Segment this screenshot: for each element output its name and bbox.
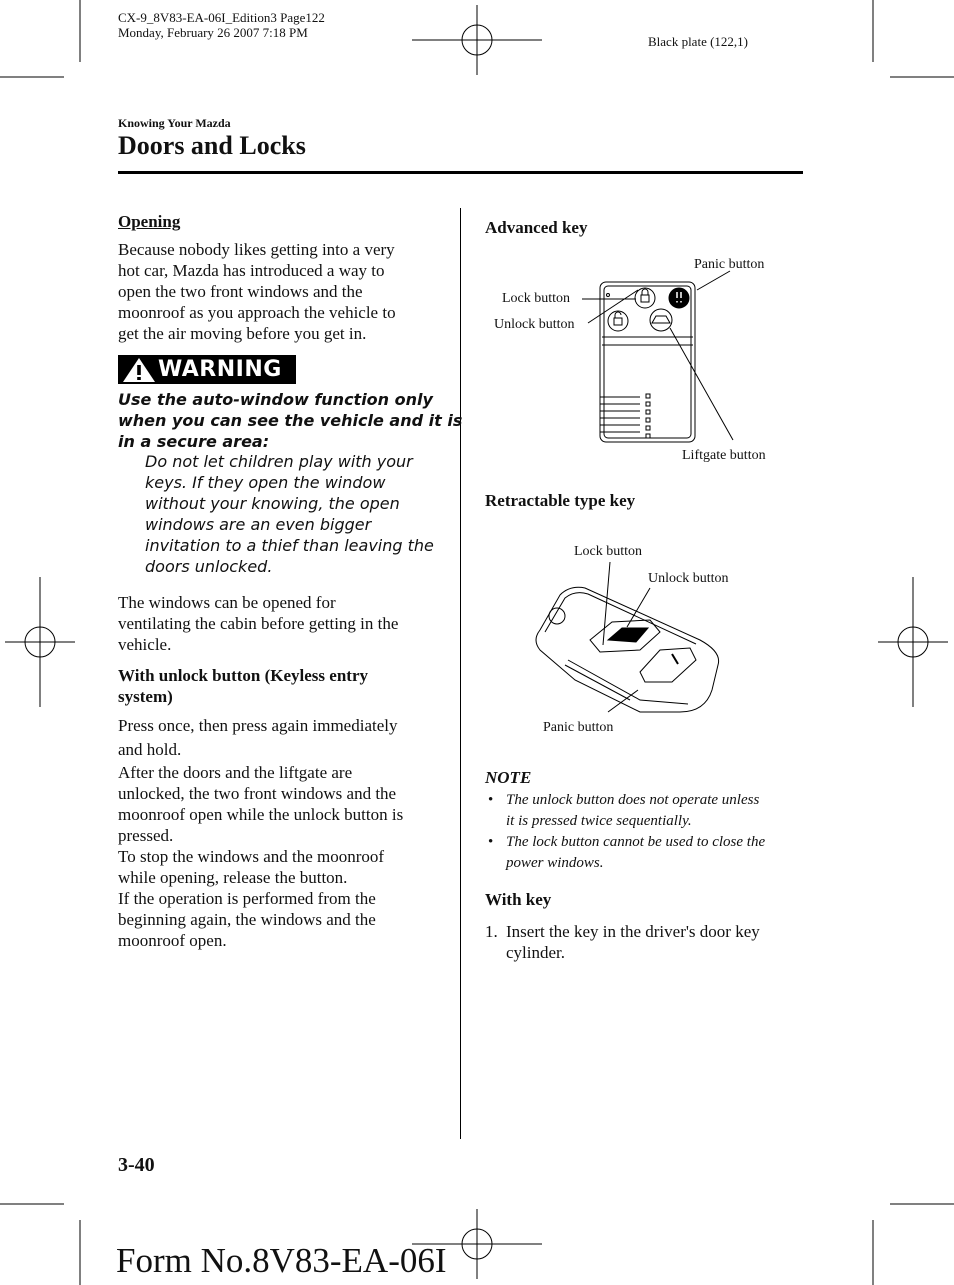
text-line: vehicle.	[118, 635, 172, 654]
text-line: The unlock button does not operate unless	[506, 792, 760, 808]
ret-panic-label: Panic button	[543, 720, 614, 735]
step-number: 1.	[485, 922, 498, 941]
list-item	[485, 832, 765, 874]
text-line: moonroof open while the unlock button is	[118, 805, 404, 824]
retractable-heading: Retractable type key	[485, 491, 636, 510]
text-line: The windows can be opened for	[118, 593, 336, 612]
advanced-key-heading: Advanced key	[485, 218, 588, 237]
note-heading: NOTE	[485, 768, 532, 787]
text-line: open the two front windows and the	[118, 282, 363, 301]
text-line: cylinder.	[506, 943, 566, 962]
text-line: To stop the windows and the moonroof	[118, 847, 385, 866]
page-title: Doors and Locks	[118, 131, 306, 160]
print-header-line2: Monday, February 26 2007 7:18 PM	[118, 25, 308, 40]
text-line: The lock button cannot be used to close the	[506, 834, 766, 850]
adv-panic-label: Panic button	[694, 257, 765, 272]
form-number: Form No.8V83-EA-06I	[116, 1241, 447, 1280]
list-item	[485, 790, 765, 832]
text-line: keys. If they open the window	[145, 473, 386, 492]
text-line: unlocked, the two front windows and the	[118, 784, 397, 803]
opening-heading: Opening	[118, 212, 181, 231]
text-line: windows are an even bigger	[145, 515, 372, 534]
text-line: in a secure area:	[118, 432, 270, 451]
print-header-line1: CX-9_8V83-EA-06I_Edition3 Page122	[118, 10, 325, 25]
step-1	[485, 921, 760, 963]
text-line: Do not let children play with your	[145, 452, 413, 471]
bullet: •	[488, 834, 494, 850]
text-line: Insert the key in the driver's door key	[506, 922, 760, 941]
text-line: moonroof open.	[118, 931, 227, 950]
text-line: when you can see the vehicle and it is	[118, 411, 463, 430]
text-line: After the doors and the liftgate are	[118, 763, 353, 782]
text-line: If the operation is performed from the	[118, 889, 376, 908]
warning-label: WARNING	[158, 357, 282, 382]
text-line: power windows.	[506, 855, 604, 871]
plate-label: Black plate (122,1)	[648, 34, 748, 49]
text-line: ventilating the cabin before getting in the	[118, 614, 399, 633]
text-line: moonroof as you approach the vehicle to	[118, 303, 396, 322]
page-number: 3-40	[118, 1154, 155, 1176]
text-line: pressed.	[118, 826, 174, 845]
adv-unlock-label: Unlock button	[494, 317, 575, 332]
text-line: Press once, then press again immediately	[118, 716, 398, 735]
text-line: hot car, Mazda has introduced a way to	[118, 261, 385, 280]
section-label: Knowing Your Mazda	[118, 116, 231, 130]
bullet: •	[488, 792, 494, 808]
text-line: get the air moving before you get in.	[118, 324, 367, 343]
text-line: With unlock button (Keyless entry	[118, 666, 368, 685]
adv-lock-label: Lock button	[502, 291, 571, 306]
text-line: invitation to a thief than leaving the	[145, 536, 434, 555]
text-line: while opening, release the button.	[118, 868, 348, 887]
text-line: doors unlocked.	[145, 557, 273, 576]
adv-liftgate-label: Liftgate button	[682, 448, 766, 463]
with-key-heading: With key	[485, 890, 552, 909]
text-line: it is pressed twice sequentially.	[506, 813, 692, 829]
text-line: Use the auto-window function only	[118, 390, 433, 409]
text-line: Because nobody likes getting into a very	[118, 240, 395, 259]
ret-lock-label: Lock button	[574, 544, 643, 559]
text-line: and hold.	[118, 740, 182, 759]
text-line: system)	[118, 687, 173, 706]
note-list	[485, 790, 765, 874]
ret-unlock-label: Unlock button	[648, 571, 729, 586]
text-line: without your knowing, the open	[145, 494, 400, 513]
text-line: beginning again, the windows and the	[118, 910, 376, 929]
